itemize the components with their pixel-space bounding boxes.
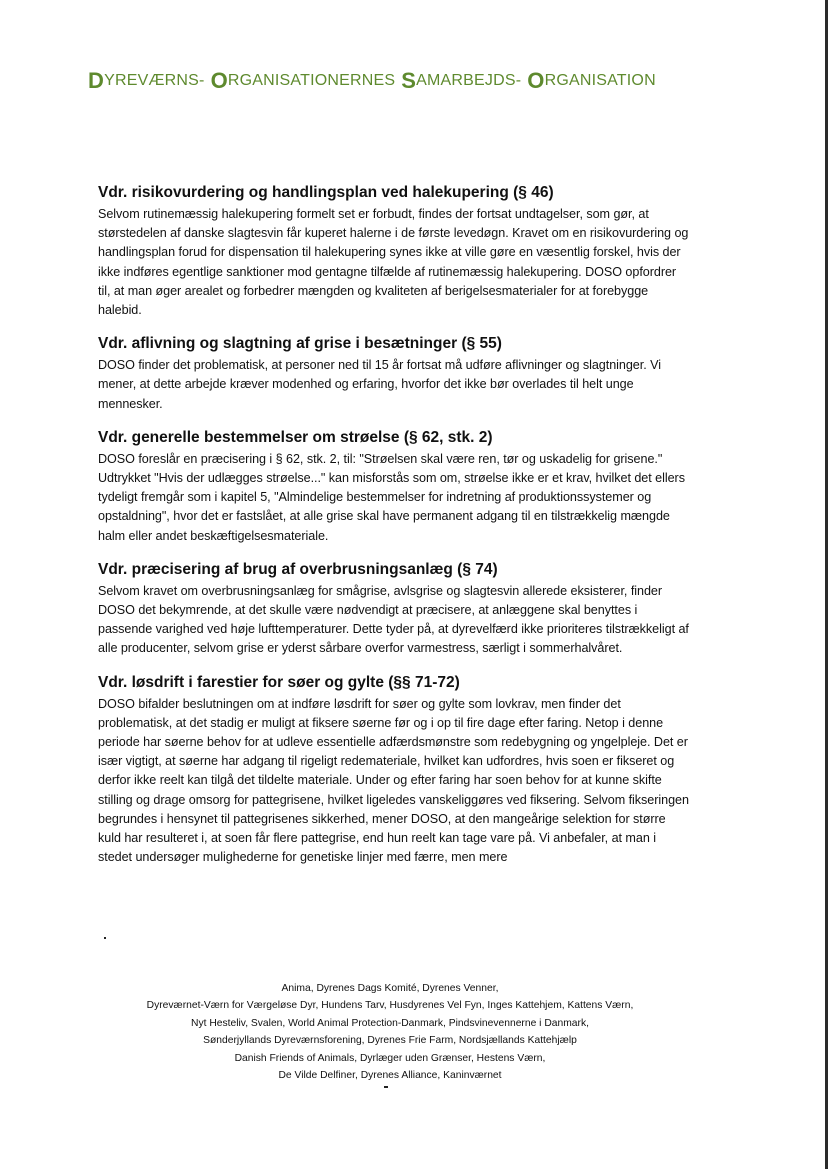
section-heading: Vdr. risikovurdering og handlingsplan ved halekupering (§ 46) [98, 184, 554, 201]
section-losdrift [98, 673, 690, 868]
scan-dot [104, 937, 106, 939]
document-body [98, 183, 690, 881]
section-paragraph: DOSO finder det problematisk, at personer ned til 15 år fortsat må udføre aflivninger og slagtninger. Vi mener, at dette arbejde kræver modenhed og erfaring, hvorfor det ikke bør overlades til helt unge mennesker. [98, 358, 661, 411]
footer-line: Dyreværnet-Værn for Værgeløse Dyr, Hundens Tarv, Husdyrenes Vel Fyn, Inges Kattehjem, Kattens Værn, [146, 1000, 634, 1012]
section-heading: Vdr. aflivning og slagtning af grise i besætninger (§ 55) [98, 335, 502, 353]
section-paragraph: DOSO foreslår en præcisering i § 62, stk. 2, til: "Strøelsen skal være ren, tør og uskadelig for grisene." Udtrykket "Hvis der udlægges strøelse..." kan misforstås som om, strøelse ikke er et krav, hvilket det ellers tydeligt fremgår som i kapitel 5, "Almindelige bestemmelser for indretning af produktionssystemer og opstaldning", hvor det er fastslået, at alle grise skal have permanent adgang til en tilstrækkelig mængde halm eller andet beskæftigelsesmateriale. [98, 451, 685, 543]
section-heading: Vdr. præcisering af brug af overbrusningsanlæg (§ 74) [98, 560, 498, 578]
section-halekupering [98, 183, 690, 320]
section-overbrusning [98, 560, 690, 659]
letterhead-part-2: ORGANISATIONERNES [210, 68, 396, 93]
footer-line: Nyt Hesteliv, Svalen, World Animal Protection-Danmark, Pindsvinevennerne i Danmark, [191, 1017, 589, 1029]
footer-organisations [80, 980, 700, 1084]
letterhead-part-3: SAMARBEJDS- [401, 68, 522, 93]
footer-line: Danish Friends of Animals, Dyrlæger uden Grænser, Hestens Værn, [234, 1052, 546, 1064]
section-heading: Vdr. generelle bestemmelser om strøelse (§ 62, stk. 2) [98, 428, 493, 446]
section-heading: Vdr. løsdrift i farestier for søer og gylte (§§ 71-72) [98, 673, 460, 691]
section-paragraph: Selvom kravet om overbrusningsanlæg for smågrise, avlsgrise og slagtesvin allerede eksisterer, finder DOSO det bekymrende, at det skulle være nødvendigt at præcisere, at anlæggene skal benyttes i passende varighed ved høje lufttemperaturer. Dette tyder på, at dyrevelfærd ikke prioriteres tilstrækkeligt af alle producenter, selvom grise er yderst sårbare overfor varmestress, særligt i sommerhalvåret. [98, 583, 689, 656]
footer-line: Anima, Dyrenes Dags Komité, Dyrenes Venner, [281, 983, 499, 994]
footer-line: Sønderjyllands Dyreværnsforening, Dyrenes Frie Farm, Nordsjællands Kattehjælp [203, 1035, 577, 1047]
section-paragraph: DOSO bifalder beslutningen om at indføre løsdrift for søer og gylte som lovkrav, men finder det problematisk, at det stadig er muligt at fiksere søerne før og i op til fire dage efter faring. Netop i denne periode har søerne behov for at udleve essentielle adfærdsmønstre som redebygning og yngelpleje. Det er især vigtigt, at søerne har adgang til rigeligt redemateriale, hvilket kan udfordres, hvis soen er fikseret og derfor ikke reelt kan tilgå det tildelte materiale. Under og efter faring har soen behov for at kunne skifte stilling og drage omsorg for pattegrisene, hvilket ligeledes vanskeliggøres ved fiksering. Selvom fikseringen begrundes i hensynet til pattegrisenes sikkerhed, mener DOSO, at den mangeårige selektion for større kuld har resulteret i, at soen får flere pattegrise, end hun reelt kan tage vare på. Vi anbefaler, at man i stedet undersøger mulighederne for genetiske linjer med færre, men mere [98, 696, 689, 865]
section-stroelse [98, 428, 690, 546]
letterhead-part-4: ORGANISATION [527, 68, 656, 93]
footer-line: De Vilde Delfiner, Dyrenes Alliance, Kaninværnet [278, 1070, 502, 1082]
page-marker-dash [384, 1086, 388, 1088]
letterhead-part-1: DYREVÆRNS- [88, 68, 205, 93]
section-paragraph: Selvom rutinemæssig halekupering formelt set er forbudt, findes der fortsat undtagelser, som gør, at størstedelen af danske slagtesvin får kuperet halerne i de første levedøgn. Kravet om en risikovurdering og handlingsplan forud for dispensation til halekupering synes ikke at ville gøre en væsentlig forskel, hvis der ikke indføres egentlige sanktioner mod gentagne tilfælde af rutinemæssig halekupering. DOSO opfordrer til, at man øger arealet og forbedrer mængden og kvaliteten af berigelsesmaterialer for at forebygge halebid. [98, 207, 689, 318]
letterhead [88, 68, 656, 94]
section-aflivning [98, 334, 690, 414]
